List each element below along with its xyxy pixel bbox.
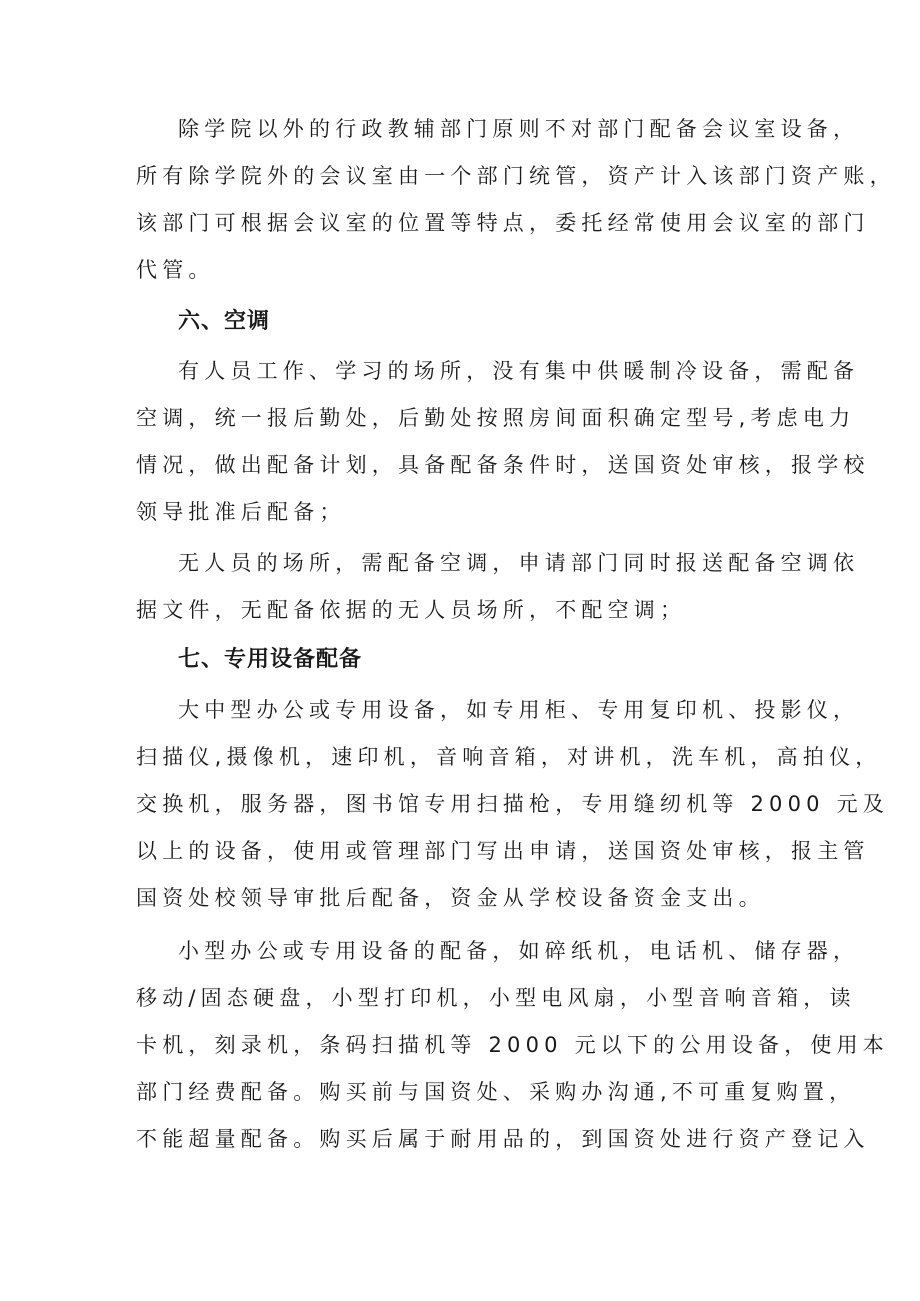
paragraph-line: 交换机，服务器，图书馆专用扫描枪，专用缝纫机等 2000 元及 (136, 792, 889, 816)
paragraph-line: 以上的设备，使用或管理部门写出申请，送国资处审核，报主管 (136, 839, 870, 863)
paragraph-line: 小型办公或专用设备的配备，如碎纸机，电话机、储存器， (178, 939, 860, 963)
section-heading-special-equipment: 七、专用设备配备 (178, 647, 363, 672)
paragraph-line: 代管。 (136, 258, 215, 282)
paragraph-line: 有人员工作、学习的场所，没有集中供暖制冷设备，需配备 (178, 359, 860, 383)
paragraph-line: 所有除学院外的会议室由一个部门统管，资产计入该部门资产账， (136, 164, 896, 188)
paragraph-line: 空调，统一报后勤处，后勤处按照房间面积确定型号,考虑电力 (136, 406, 856, 430)
paragraph-line: 领导批准后配备； (136, 500, 346, 524)
paragraph-line: 移动/固态硬盘，小型打印机，小型电风扇，小型音响音箱，读 (136, 986, 856, 1010)
paragraph-line: 情况，做出配备计划，具备配备条件时，送国资处审核，报学校 (136, 453, 870, 477)
paragraph-line: 据文件，无配备依据的无人员场所，不配空调； (136, 598, 687, 622)
paragraph-line: 除学院以外的行政教辅部门原则不对部门配备会议室设备， (178, 117, 860, 141)
paragraph-line: 大中型办公或专用设备，如专用柜、专用复印机、投影仪， (178, 698, 860, 722)
paragraph-line: 扫描仪,摄像机，速印机，音响音箱，对讲机，洗车机，高拍仪， (136, 745, 882, 769)
paragraph-line: 部门经费配备。购买前与国资处、采购办沟通,不可重复购置， (136, 1080, 856, 1104)
paragraph-line: 国资处校领导审批后配备，资金从学校设备资金支出。 (136, 886, 765, 910)
paragraph-line: 无人员的场所，需配备空调，申请部门同时报送配备空调依 (178, 551, 860, 575)
section-heading-air-conditioning: 六、空调 (178, 309, 271, 334)
paragraph-line: 卡机，刻录机，条码扫描机等 2000 元以下的公用设备，使用本 (136, 1033, 889, 1057)
paragraph-line: 该部门可根据会议室的位置等特点，委托经常使用会议室的部门 (136, 211, 870, 235)
paragraph-line: 不能超量配备。购买后属于耐用品的，到国资处进行资产登记入 (136, 1127, 870, 1151)
